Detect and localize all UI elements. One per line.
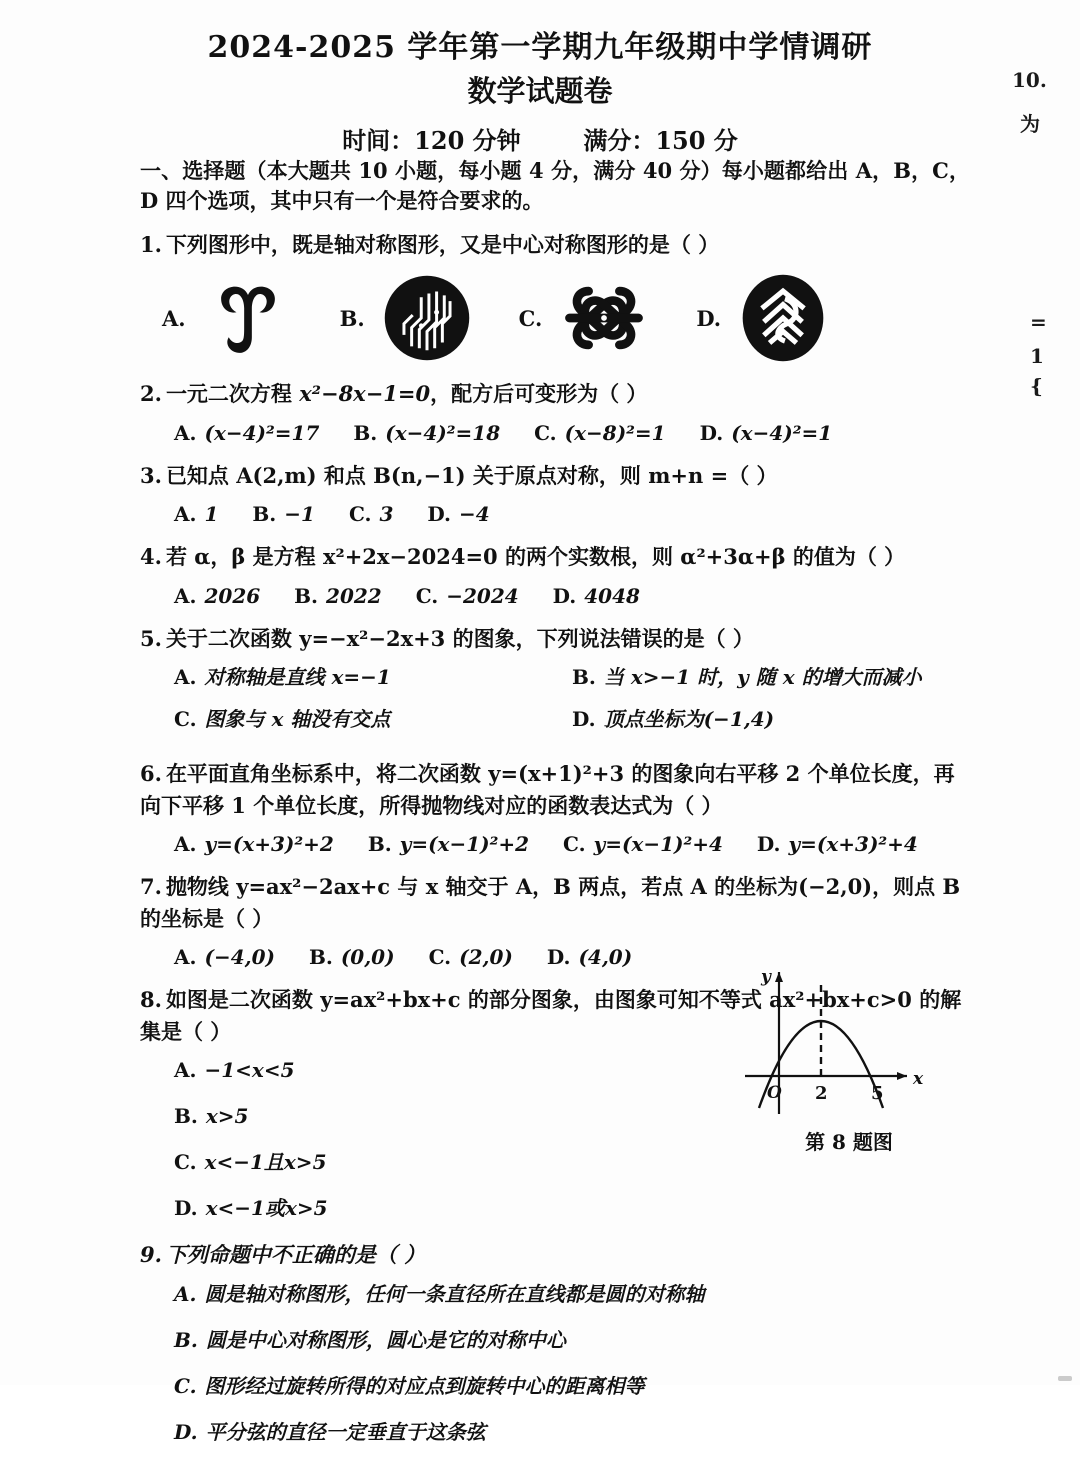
option-text: 图象与 x 轴没有交点 [204,707,391,732]
option-text: 4048 [584,583,640,608]
option-label: A. [174,945,197,970]
option-d[interactable] [572,704,970,734]
question-text: 抛物线 y=ax²−2ax+c 与 x 轴交于 A，B 两点，若点 A 的坐标为(−2,0)，则点 B 的坐标是（ ） [140,874,961,931]
question-9-stem [140,1239,970,1271]
option-text: x<−1且x>5 [204,1150,327,1175]
question-6-stem [140,758,970,821]
right-cut-off-column [1006,0,1080,1385]
option-a[interactable] [162,270,296,366]
exam-fullscore: 满分：150 分 [583,126,738,155]
option-d[interactable] [427,499,489,529]
question-text: 下列命题中不正确的是（ ） [165,1242,426,1268]
question-number: 7. [140,874,162,900]
question-6 [140,758,970,859]
option-b[interactable] [309,942,395,972]
question-text-suffix: ，配方后可变形为（ ） [430,381,648,407]
svg-text:O: O [767,1083,782,1103]
option-text: −4 [459,502,490,527]
option-label: A. [174,665,197,690]
option-a[interactable] [174,942,275,972]
option-text: 2026 [204,583,261,608]
option-label: B. [353,420,378,445]
question-number: 1. [140,231,162,257]
option-label: D. [699,420,724,445]
option-label: C. [174,1150,197,1175]
option-label: B. [174,1327,198,1352]
option-text: x<−1或x>5 [205,1196,328,1221]
option-text: x>5 [205,1104,249,1129]
bank-seal-logo [735,270,831,366]
scan-smudge [1058,1376,1072,1381]
right-fragment-2: = [1030,310,1047,334]
option-a[interactable] [174,499,218,529]
option-d[interactable] [700,418,833,448]
question-text: 关于二次函数 y=−x²−2x+3 的图象，下列说法错误的是（ ） [165,625,754,651]
option-label: A. [174,1058,197,1083]
option-text: −1<x<5 [204,1058,295,1083]
question-4-stem [140,541,970,573]
option-label: B. [294,583,319,608]
option-label: D. [174,1196,198,1221]
option-d[interactable] [174,1193,970,1223]
option-d[interactable] [757,829,918,859]
question-text: 如图是二次函数 y=ax²+bx+c 的部分图象，由图象可知不等式 ax²+bx+c>0 的解集是（ ） [140,987,962,1044]
svg-text:y: y [761,967,771,987]
option-label: D. [174,1419,198,1444]
question-2-stem [140,378,970,410]
right-fragment-1: 为 [1020,112,1040,136]
option-c[interactable] [416,581,519,611]
question-text: 若 α，β 是方程 x²+2x−2024=0 的两个实数根，则 α²+3α+β 的值为（ ） [165,544,906,570]
china-unicom-knot-logo [556,270,652,366]
option-label: C. [415,583,439,608]
question-5-options [140,662,970,746]
right-fragment-0: 10. [1012,68,1047,92]
question-5-stem [140,623,970,655]
question-text [166,381,648,406]
exam-time: 时间：120 分钟 [342,126,521,155]
question-3 [140,460,970,530]
option-text: 圆是中心对称图形，圆心是它的对称中心 [205,1327,566,1352]
option-c[interactable] [534,418,666,448]
parabola-graph [735,958,935,1120]
question-text-prefix: 一元二次方程 [165,381,292,407]
question-text: 下列图形中，既是轴对称图形，又是中心对称图形的是（ ） [165,231,720,257]
page-title: 2024-2025 学年第一学期九年级期中学情调研 [207,30,873,65]
figure-caption: 第 8 题图 [805,1130,893,1154]
option-label: C. [174,1373,197,1398]
option-label: C. [563,832,586,857]
option-label: B. [252,502,277,527]
option-label: A. [174,832,197,857]
question-number: 8. [140,987,162,1013]
option-d[interactable] [547,942,632,972]
option-text: 顶点坐标为(−1,4) [603,707,775,732]
question-4 [140,541,970,611]
option-text: y=(x−1)²+2 [399,832,530,857]
option-text: 图形经过旋转所得的对应点到旋转中心的距离相等 [204,1373,645,1398]
option-text: 对称轴是直线 x=−1 [204,665,391,690]
exam-meta [0,121,1080,156]
question-5 [140,623,970,747]
option-text: 1 [204,502,219,527]
option-text: y=(x−1)²+4 [593,832,723,857]
question-text: 在平面直角坐标系中，将二次函数 y=(x+1)²+3 的图象向右平移 2 个单位长度，再向下平移 1 个单位长度，所得抛物线对应的函数表达式为（ ） [140,761,955,818]
option-text: (0,0) [340,945,395,970]
question-1-options [140,270,970,366]
option-text: −2024 [446,583,519,608]
question-number: 5. [140,625,162,651]
option-c[interactable] [519,270,653,366]
option-text: (4,0) [578,945,633,970]
option-b[interactable] [174,1325,970,1355]
question-column [140,156,970,1463]
option-label: B. [339,305,365,331]
option-label: D. [572,707,596,732]
china-telecom-logo [200,270,296,366]
svg-text:x: x [913,1069,924,1089]
option-a[interactable] [174,418,319,448]
question-number: 4. [140,544,162,570]
section-instruction: 一、选择题（本大题共 10 小题，每小题 4 分，满分 40 分）每小题都给出 A，B，C，D 四个选项，其中只有一个是符合要求的。 [140,158,970,214]
right-fragment-4: { [1030,374,1043,398]
question-list [140,229,970,1447]
option-label: C. [348,502,372,527]
question-number: 3. [140,462,162,488]
option-label: A. [174,583,197,608]
option-label: B. [572,665,596,690]
option-d[interactable] [553,581,640,611]
option-text: 当 x>−1 时，y 随 x 的增大而减小 [603,665,922,690]
question-1 [140,229,970,367]
option-text: y=(x+3)²+4 [788,832,918,857]
question-6-options [140,829,970,859]
option-label: D. [756,832,781,857]
option-c[interactable] [174,1371,970,1401]
option-label: C. [428,945,452,970]
option-text: −1 [284,502,315,527]
option-b[interactable] [340,270,475,366]
question-text-math: x²−8x−1=0 [299,381,431,407]
option-label: C. [534,420,557,445]
option-text: 3 [379,502,394,527]
option-label: C. [174,707,197,732]
svg-text:5: 5 [871,1083,884,1104]
option-label: B. [367,832,392,857]
option-label: C. [518,305,543,331]
option-label: B. [174,1104,198,1129]
option-text: y=(x+3)²+2 [204,832,334,857]
page-subtitle: 数学试题卷 [467,73,613,108]
question-3-options [140,499,970,529]
option-a[interactable] [174,662,572,692]
question-9-options [140,1279,970,1447]
question-2 [140,378,970,448]
option-b[interactable] [252,499,315,529]
question-8-figure [735,958,935,1155]
question-1-stem [140,229,970,261]
question-number: 9. [140,1242,162,1268]
option-text: (x−4)²=1 [731,420,833,445]
option-text: 2022 [326,583,382,608]
option-a[interactable] [174,1279,970,1309]
option-text: (x−8)²=1 [564,420,666,445]
option-d[interactable] [174,1417,970,1447]
option-c[interactable] [563,829,723,859]
option-label: D. [546,945,571,970]
option-b[interactable] [572,662,970,692]
option-label: D. [696,305,722,331]
question-7-stem [140,871,970,934]
question-number: 6. [140,761,162,787]
option-a[interactable] [174,581,260,611]
option-label: B. [308,945,333,970]
option-text: (2,0) [459,945,513,970]
option-label: A. [174,1281,197,1306]
option-text: (x−4)²=18 [385,420,501,445]
option-label: D. [552,583,577,608]
question-3-stem [140,460,970,492]
option-b[interactable] [294,581,382,611]
option-text: (x−4)²=17 [204,420,320,445]
option-text: (−4,0) [204,945,275,970]
option-label: A. [174,420,197,445]
svg-text:2: 2 [815,1083,828,1104]
question-text: 已知点 A(2,m) 和点 B(n,−1) 关于原点对称，则 m+n =（ ） [165,462,778,488]
option-label: A. [162,305,186,331]
option-c[interactable] [349,499,393,529]
circuit-chip-logo [379,270,475,366]
question-number: 2. [140,381,162,407]
question-2-options [140,418,970,448]
option-label: D. [427,502,452,527]
option-a[interactable] [174,829,334,859]
right-fragment-3: 1 [1030,344,1044,368]
question-4-options [140,581,970,611]
option-c[interactable] [174,704,572,734]
option-label: A. [174,502,197,527]
option-d[interactable] [696,270,831,366]
question-9 [140,1239,970,1447]
option-text: 圆是轴对称图形，任何一条直径所在直线都是圆的对称轴 [204,1281,705,1306]
option-b[interactable] [353,418,500,448]
option-b[interactable] [368,829,529,859]
page-header [0,0,1080,156]
option-c[interactable] [429,942,513,972]
option-text: 平分弦的直径一定垂直于这条弦 [205,1419,486,1444]
